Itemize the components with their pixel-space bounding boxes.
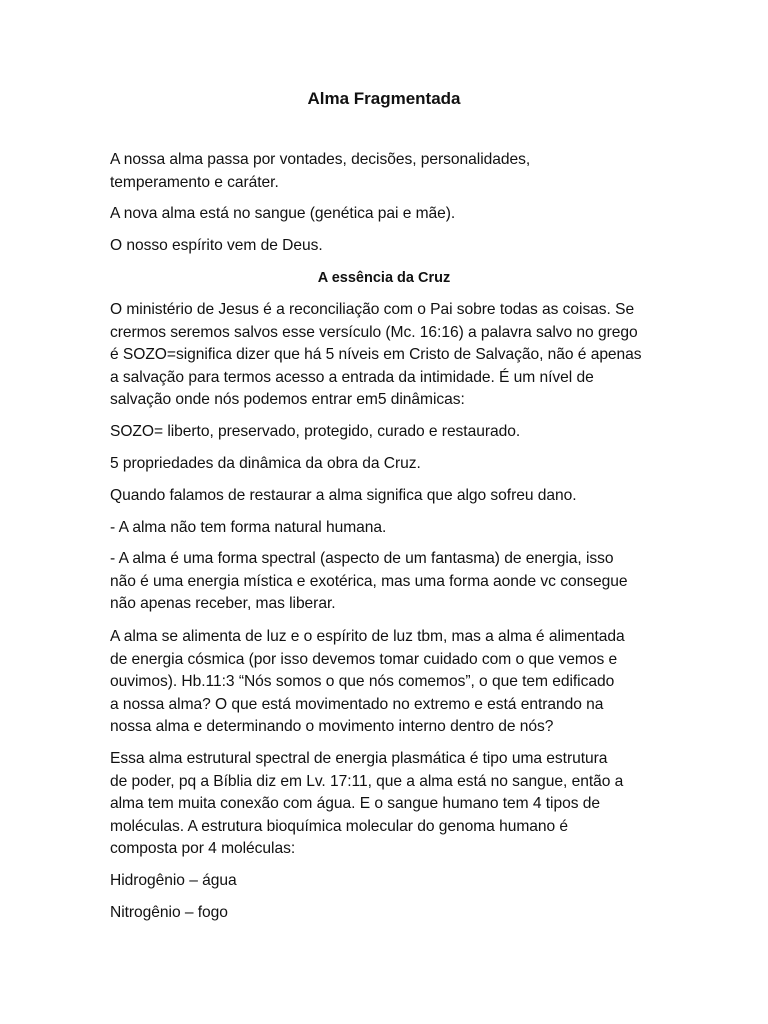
paragraph xyxy=(110,902,670,925)
paragraph xyxy=(110,870,670,893)
text-line: a nossa alma? O que está movimentado no extremo e está entrando na xyxy=(110,695,604,713)
text-line: temperamento e caráter. xyxy=(110,173,279,191)
section-heading: A essência da Cruz xyxy=(317,270,451,286)
paragraph xyxy=(110,748,670,861)
text-line: é SOZO=significa dizer que há 5 níveis em Cristo de Salvação, não é apenas xyxy=(110,346,642,364)
paragraph xyxy=(110,149,670,194)
text-line: O ministério de Jesus é a reconciliação com o Pai sobre todas as coisas. Se xyxy=(110,301,635,318)
text-line: - A alma não tem forma natural humana. xyxy=(110,519,387,536)
text-line: O nosso espírito vem de Deus. xyxy=(110,237,323,254)
text-line: Nitrogênio – fogo xyxy=(110,904,228,921)
text-line: de poder, pq a Bíblia diz em Lv. 17:11, que a alma está no sangue, então a xyxy=(110,772,624,790)
paragraph xyxy=(110,299,670,412)
text-line: crermos seremos salvos esse versículo (Mc. 16:16) a palavra salvo no grego xyxy=(110,323,638,341)
text-line: 5 propriedades da dinâmica da obra da Cruz. xyxy=(110,455,421,472)
paragraph xyxy=(110,203,670,226)
paragraph xyxy=(110,235,670,258)
text-line: composta por 4 moléculas: xyxy=(110,840,296,858)
paragraph xyxy=(110,453,670,476)
text-line: - A alma é uma forma spectral (aspecto de um fantasma) de energia, isso xyxy=(110,550,614,567)
text-line: de energia cósmica (por isso devemos tomar cuidado com o que vemos e xyxy=(110,650,618,668)
text-line: nossa alma e determinando o movimento interno dentro de nós? xyxy=(110,718,554,736)
text-line: A nova alma está no sangue (genética pai e mãe). xyxy=(110,205,456,222)
paragraph xyxy=(110,626,670,739)
text-line: Essa alma estrutural spectral de energia plasmática é tipo uma estrutura xyxy=(110,750,608,767)
text-line: a salvação para termos acesso a entrada da intimidade. É um nível de xyxy=(110,368,594,386)
text-line: Quando falamos de restaurar a alma significa que algo sofreu dano. xyxy=(110,487,577,504)
text-line: não apenas receber, mas liberar. xyxy=(110,595,336,613)
text-line: A nossa alma passa por vontades, decisões, personalidades, xyxy=(110,151,531,168)
text-line: não é uma energia mística e exotérica, mas uma forma aonde vc consegue xyxy=(110,572,628,590)
text-line: salvação onde nós podemos entrar em5 dinâmicas: xyxy=(110,391,465,409)
text-line: Hidrogênio – água xyxy=(110,872,237,889)
paragraph xyxy=(110,485,670,508)
paragraph xyxy=(110,548,670,616)
paragraph xyxy=(110,421,670,444)
text-line: ouvimos). Hb.11:3 “Nós somos o que nós comemos”, o que tem edificado xyxy=(110,673,615,691)
text-line: A alma se alimenta de luz e o espírito de luz tbm, mas a alma é alimentada xyxy=(110,628,625,645)
text-line: moléculas. A estrutura bioquímica molecular do genoma humano é xyxy=(110,817,569,835)
paragraph xyxy=(110,517,670,540)
text-line: SOZO= liberto, preservado, protegido, curado e restaurado. xyxy=(110,423,521,440)
text-line: alma tem muita conexão com água. E o sangue humano tem 4 tipos de xyxy=(110,795,600,813)
page-title: Alma Fragmentada xyxy=(307,89,461,108)
